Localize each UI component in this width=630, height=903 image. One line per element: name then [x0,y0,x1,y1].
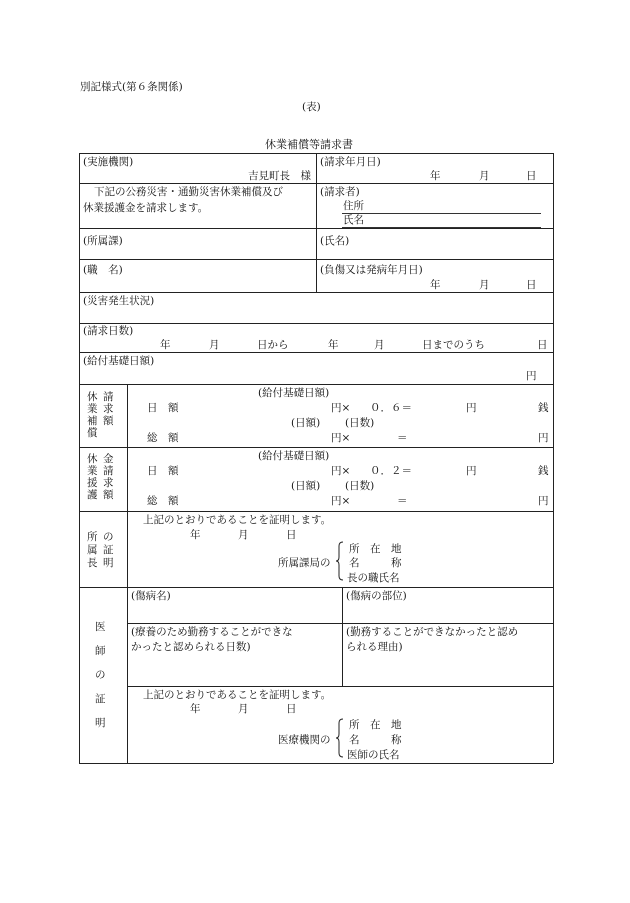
aid-daily-label: 日 額 [147,465,179,477]
claim-from-day: 日から [257,339,289,351]
aid-total-yen: 円 [538,495,549,507]
side-char: 証 [103,544,114,556]
comp-daily-label: 日 額 [147,402,179,414]
aid-yen-times: 円× [331,465,351,477]
side-char: 医 [95,621,106,633]
base-daily-label: (給付基礎日額) [83,355,155,367]
comp-factor: ０．６＝ [370,402,412,414]
doctor-cert-month: 月 [238,703,249,715]
reason-label: (勤務することができなかったと認め [346,626,519,638]
aid-base-label: (給付基礎日額) [258,450,330,462]
side-char: の [95,669,106,681]
comp-base-label: (給付基礎日額) [258,387,330,399]
side-char: 属 [87,544,98,556]
side-char: 額 [103,415,114,427]
agency-label: (実施機関) [83,156,134,168]
doctor-cert-statement: 上記のとおりであることを証明します。 [143,689,332,701]
side-char: 額 [103,489,114,501]
aid-nichigaku: (日額) [291,480,321,492]
side-char: 明 [103,557,114,569]
agency-value: 吉見町長 様 [248,170,311,182]
rest-days-label-cont: かったと認められる日数) [131,641,251,653]
comp-daily-yen: 円 [466,402,477,414]
claim-days-label: (請求日数) [83,325,134,337]
aid-daily-yen: 円 [466,465,477,477]
aid-factor: ０．２＝ [370,465,412,477]
side-char: 証 [95,693,106,705]
injury-month-unit: 月 [479,279,490,291]
dept-label: (所属課) [83,235,123,247]
comp-yen-times: 円× [331,402,351,414]
situation-label: (災害発生状況) [83,295,155,307]
side-label: (表) [302,101,321,113]
dept-cert-year: 年 [190,529,201,541]
aid-nissu: (日数) [345,480,375,492]
claim-days-unit: 日 [537,339,548,351]
injury-day-unit: 日 [526,279,537,291]
aid-total-eq: ＝ [397,495,408,507]
doctor-cert-year: 年 [190,703,201,715]
claim-to-year: 年 [328,339,339,351]
side-char: 金 [103,453,114,465]
claimant-label: (請求者) [320,186,360,198]
aid-total-yen-times: 円× [331,495,351,507]
dept-cert-head-name: 長の職氏名 [347,572,400,584]
comp-nichigaku: (日額) [291,417,321,429]
side-char: 請 [103,465,114,477]
dept-cert-org-prefix: 所属課局の [278,557,331,569]
doctor-cert-org-prefix: 医療機関の [278,734,331,746]
side-char: 長 [87,557,98,569]
claim-to-day: 日までのうち [422,339,485,351]
comp-daily-sen: 銭 [538,402,549,414]
person-name-label: (氏名) [320,235,350,247]
injury-date-label: (負傷又は発病年月日) [320,264,423,276]
document-title: 休業補償等請求書 [265,138,353,151]
request-statement-cont: 休業援護金を請求します。 [83,202,209,214]
side-char: 請 [103,391,114,403]
disease-part-label: (傷病の部位) [346,590,407,602]
side-char: 償 [87,427,98,439]
comp-total-eq: ＝ [397,432,408,444]
disease-name-label: (傷病名) [131,590,171,602]
rest-days-label: (療養のため勤務することができな [131,626,293,638]
injury-year-unit: 年 [430,279,441,291]
base-daily-yen: 円 [526,370,537,382]
aid-total-label: 総 額 [147,495,179,507]
aid-daily-sen: 銭 [538,465,549,477]
side-char: 護 [87,489,98,501]
comp-total-yen: 円 [538,432,549,444]
comp-total-yen-times: 円× [331,432,351,444]
dept-cert-month: 月 [238,529,249,541]
dept-cert-address: 所 在 地 [349,543,402,555]
side-char: の [103,531,114,543]
request-month-unit: 月 [479,170,490,182]
side-char: 補 [87,415,98,427]
reason-label-cont: られる理由) [346,641,403,653]
claimant-name-field[interactable] [342,227,541,228]
brace-icon [336,718,343,758]
comp-total-label: 総 額 [147,432,179,444]
request-day-unit: 日 [526,170,537,182]
request-statement: 下記の公務災害・通勤災害休業補償及び [94,186,283,198]
side-char: 業 [87,403,98,415]
side-char: 業 [87,465,98,477]
claimant-address-field[interactable] [342,213,541,214]
comp-nissu: (日数) [345,417,375,429]
doctor-cert-name: 名 称 [349,734,402,746]
claim-from-year: 年 [160,339,171,351]
request-year-unit: 年 [430,170,441,182]
claimant-address-label: 住所 [343,200,364,212]
side-char: 求 [103,477,114,489]
side-char: 休 [87,453,98,465]
claimant-name-label: 氏名 [343,214,364,226]
side-char: 求 [103,403,114,415]
doctor-cert-address: 所 在 地 [349,719,402,731]
doctor-cert-doctor-name: 医師の氏名 [347,749,400,761]
form-reference: 別記様式(第６条関係) [80,81,183,93]
side-char: 所 [87,531,98,543]
side-char: 明 [95,717,106,729]
side-char: 休 [87,391,98,403]
doctor-cert-day: 日 [286,703,297,715]
side-char: 師 [95,645,106,657]
claim-to-month: 月 [374,339,385,351]
brace-icon [336,541,343,581]
dept-cert-day: 日 [286,529,297,541]
dept-cert-statement: 上記のとおりであることを証明します。 [143,514,332,526]
claim-from-month: 月 [209,339,220,351]
position-label: (職 名) [83,264,123,276]
dept-cert-name: 名 称 [349,557,402,569]
request-date-label: (請求年月日) [320,156,381,168]
side-char: 援 [87,477,98,489]
